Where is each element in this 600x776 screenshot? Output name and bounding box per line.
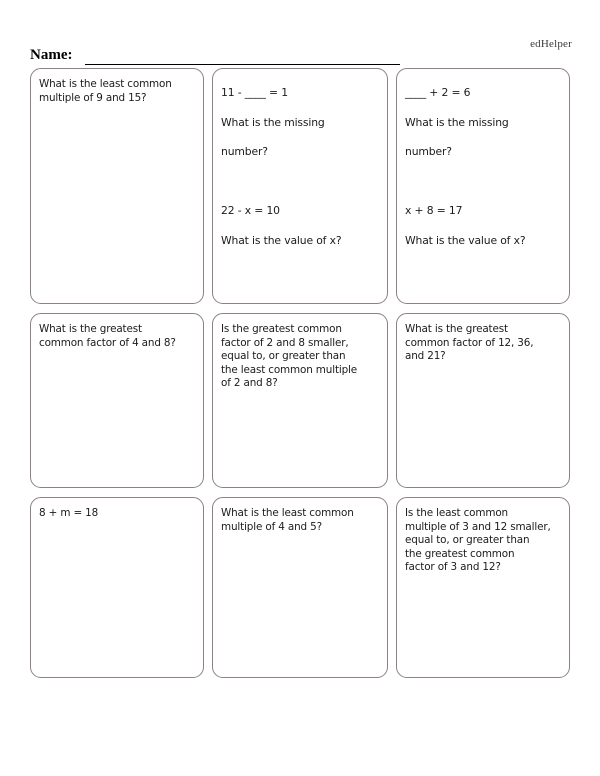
problem-line: of 2 and 8? [221, 377, 278, 390]
problem-text-7 [39, 507, 193, 521]
name-label: Name: [30, 47, 73, 63]
problem-text-9 [405, 507, 559, 575]
problem-box-8[interactable] [212, 497, 388, 678]
problem-box-3[interactable] [396, 68, 570, 304]
edhelper-logo: edHelper [530, 38, 572, 50]
problem-box-9[interactable] [396, 497, 570, 678]
problem-text-5 [221, 323, 377, 391]
problem-line: number? [405, 145, 452, 158]
problem-line: multiple of 3 and 12 smaller, [405, 520, 551, 533]
problem-box-5[interactable] [212, 313, 388, 488]
problem-line: multiple of 9 and 15? [39, 91, 147, 104]
problem-box-1[interactable] [30, 68, 204, 304]
problem-text-4 [39, 323, 193, 350]
problem-text-6 [405, 323, 559, 364]
problem-box-7[interactable] [30, 497, 204, 678]
problem-line: What is the value of x? [221, 233, 342, 247]
problem-text-2 [221, 78, 377, 255]
problem-line: What is the value of x? [405, 233, 526, 247]
problem-line: the least common multiple [221, 363, 358, 376]
name-field-row [30, 47, 380, 67]
problem-line: What is the greatest [39, 323, 142, 335]
problem-text-3 [405, 78, 559, 255]
problem-line: What is the least common [221, 507, 354, 519]
name-write-line[interactable] [85, 64, 400, 65]
problem-box-4[interactable] [30, 313, 204, 488]
problem-line-equation: 11 - ____ = 1 [221, 86, 288, 99]
problem-line: multiple of 4 and 5? [221, 520, 322, 533]
problem-line: common factor of 4 and 8? [39, 336, 176, 349]
problem-line-equation: 8 + m = 18 [39, 507, 99, 519]
problem-line: and 21? [405, 350, 446, 363]
problem-line: common factor of 12, 36, [405, 336, 534, 349]
problem-grid [30, 68, 570, 678]
problem-line: the greatest common [405, 547, 515, 560]
problem-line: factor of 3 and 12? [405, 561, 501, 574]
problem-line: Is the greatest common [221, 323, 342, 335]
problem-line: equal to, or greater than [405, 534, 530, 547]
problem-line-equation: 22 - x = 10 [221, 204, 280, 217]
problem-line: What is the greatest [405, 323, 508, 335]
problem-box-6[interactable] [396, 313, 570, 488]
problem-row-1 [30, 68, 570, 304]
problem-line: factor of 2 and 8 smaller, [221, 336, 349, 349]
problem-line: What is the missing [405, 115, 509, 129]
problem-line: equal to, or greater than [221, 350, 346, 363]
problem-line-spacer [221, 167, 377, 197]
problem-line-spacer [405, 167, 559, 197]
problem-line-equation: x + 8 = 17 [405, 204, 463, 217]
problem-row-2 [30, 313, 570, 488]
problem-line: Is the least common [405, 507, 508, 519]
problem-text-1 [39, 78, 193, 105]
problem-line: What is the least common [39, 78, 172, 90]
problem-row-3 [30, 497, 570, 678]
problem-text-8 [221, 507, 377, 534]
problem-line: number? [221, 145, 268, 158]
problem-line-equation: ____ + 2 = 6 [405, 86, 471, 99]
problem-line: What is the missing [221, 115, 325, 129]
problem-box-2[interactable] [212, 68, 388, 304]
